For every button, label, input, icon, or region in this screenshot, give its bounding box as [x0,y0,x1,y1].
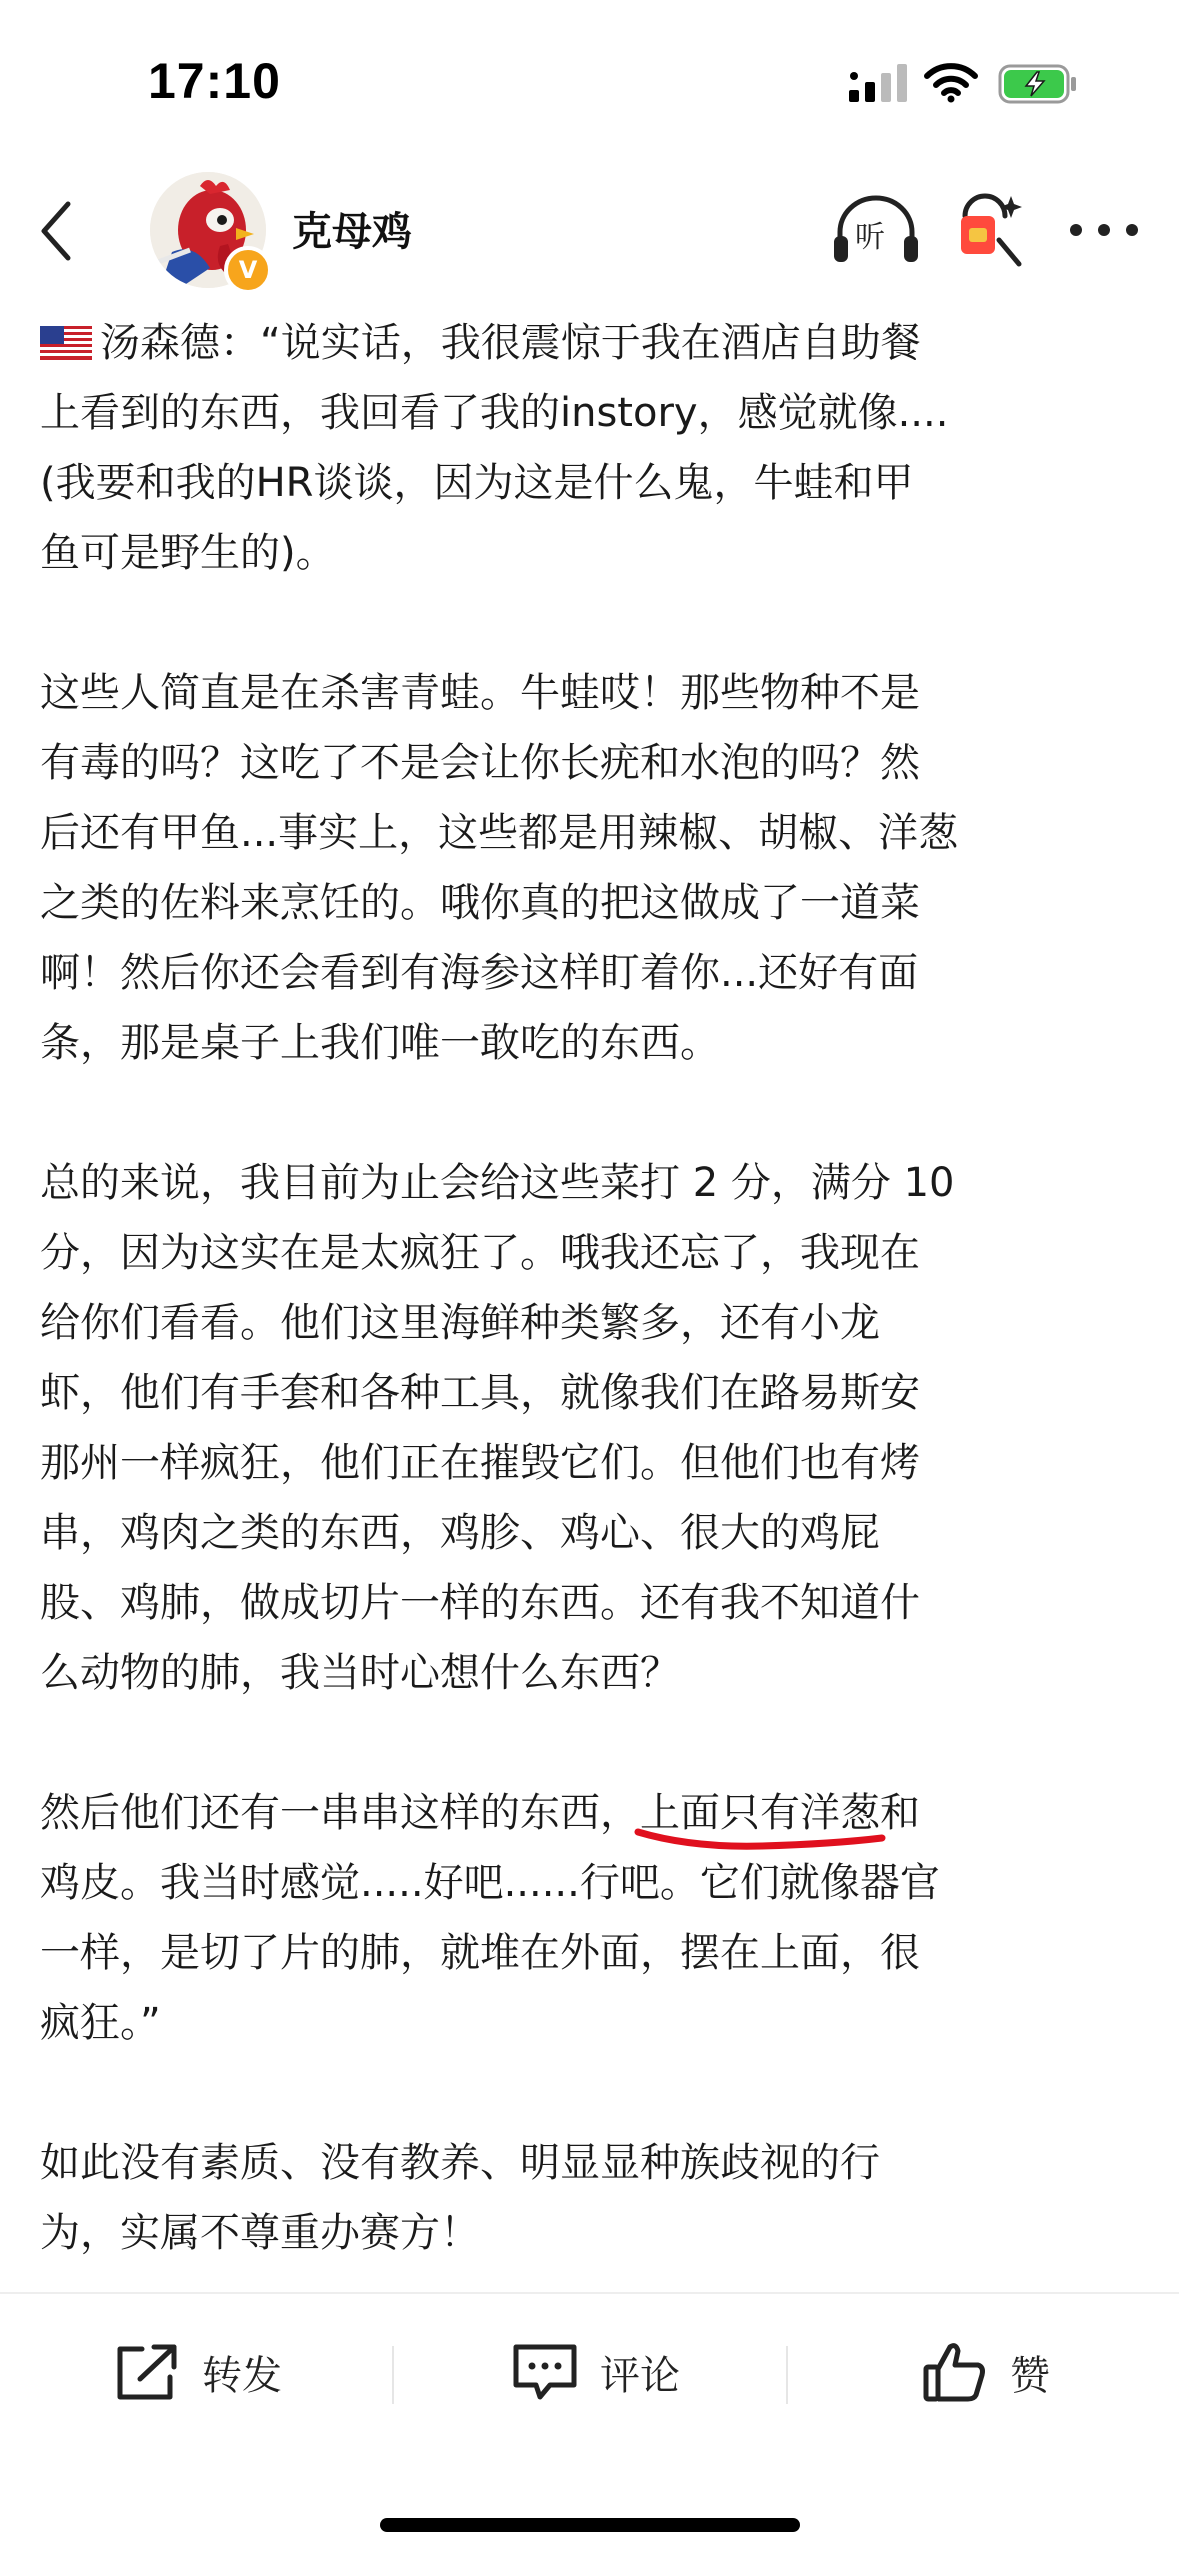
post-line: 一样，是切了片的肺，就堆在外面，摆在上面，很 [40,1930,920,1976]
post-paragraph [40,1778,1140,2058]
post-line: 条，那是桌子上我们唯一敢吃的东西。 [40,1020,720,1066]
battery-charging-icon [998,64,1078,104]
post-line: 后还有甲鱼...事实上，这些都是用辣椒、胡椒、洋葱 [40,810,959,856]
post-line: 啊！然后你还会看到有海参这样盯着你...还好有面 [40,950,919,996]
ai-search-icon[interactable] [955,190,1033,270]
post-line: (我要和我的HR谈谈，因为这是什么鬼，牛蛙和甲 [40,460,914,506]
post-line: 鸡皮。我当时感觉.....好吧......行吧。它们就像器官 [40,1860,940,1906]
listen-label: 听 [855,220,885,255]
toolbar-divider [786,2346,788,2404]
repost-button[interactable] [112,2332,282,2412]
post-line: 股、鸡肺，做成切片一样的东西。还有我不知道什 [40,1580,920,1626]
post-action-toolbar [0,2292,1179,2454]
post-line: 这些人简直是在杀害青蛙。牛蛙哎！那些物种不是 [40,670,920,716]
listen-button[interactable] [830,190,922,270]
us-flag-icon [40,326,92,360]
post-line [40,308,1140,378]
comment-label: 评论 [600,2352,680,2399]
wifi-icon [923,60,979,104]
post-paragraph [40,308,1140,588]
post-line: 之类的佐料来烹饪的。哦你真的把这做成了一道菜 [40,880,920,926]
verified-v-badge-icon: V [224,246,272,294]
paragraph-gap [40,1708,1140,1778]
post-paragraph [40,1148,1140,1708]
cellular-signal-icon [845,60,915,106]
paragraph-gap [40,588,1140,658]
avatar[interactable] [150,172,266,288]
nav-bar [0,170,1179,290]
toolbar-divider [392,2346,394,2404]
post-paragraph [40,2128,1140,2268]
like-label: 赞 [1010,2352,1050,2399]
thumbs-up-icon [920,2339,990,2405]
post-line: 有毒的吗？这吃了不是会让你长疣和水泡的吗？然 [40,740,920,786]
post-line: 串，鸡肉之类的东西，鸡胗、鸡心、很大的鸡屁 [40,1510,880,1556]
back-chevron-icon[interactable] [32,196,82,266]
more-dots-icon[interactable] [1064,200,1144,260]
post-line: 然后他们还有一串串这样的东西，上面只有洋葱和 [40,1790,920,1836]
post-line: 么动物的肺，我当时心想什么东西？ [40,1650,680,1696]
comment-bubble-icon [510,2339,580,2405]
post-line: 虾，他们有手套和各种工具，就像我们在路易斯安 [40,1370,920,1416]
post-line: 上看到的东西，我回看了我的instory，感觉就像.... [40,390,949,436]
status-time: 17:10 [148,53,281,109]
post-line: 如此没有素质、没有教养、明显显种族歧视的行 [40,2140,880,2186]
post-line: 为，实属不尊重办赛方！ [40,2210,480,2256]
share-arrow-icon [112,2339,182,2405]
post-body [40,308,1140,2268]
post-line: 那州一样疯狂，他们正在摧毁它们。但他们也有烤 [40,1440,920,1486]
post-line: 分，因为这实在是太疯狂了。哦我还忘了，我现在 [40,1230,920,1276]
post-line: 给你们看看。他们这里海鲜种类繁多，还有小龙 [40,1300,880,1346]
home-indicator [380,2518,800,2532]
post-line: 总的来说，我目前为止会给这些菜打 2 分，满分 10 [40,1160,955,1206]
account-name[interactable]: 克母鸡 [292,209,412,255]
post-paragraph [40,658,1140,1078]
post-line: 疯狂。” [40,2000,161,2046]
paragraph-gap [40,2058,1140,2128]
post-line: 鱼可是野生的)。 [40,530,336,576]
like-button[interactable] [920,2332,1050,2412]
paragraph-gap [40,1078,1140,1148]
status-bar [0,0,1179,170]
repost-label: 转发 [202,2352,282,2399]
comment-button[interactable] [510,2332,680,2412]
post-line-text: 汤森德：“说实话，我很震惊于我在酒店自助餐 [100,320,921,366]
